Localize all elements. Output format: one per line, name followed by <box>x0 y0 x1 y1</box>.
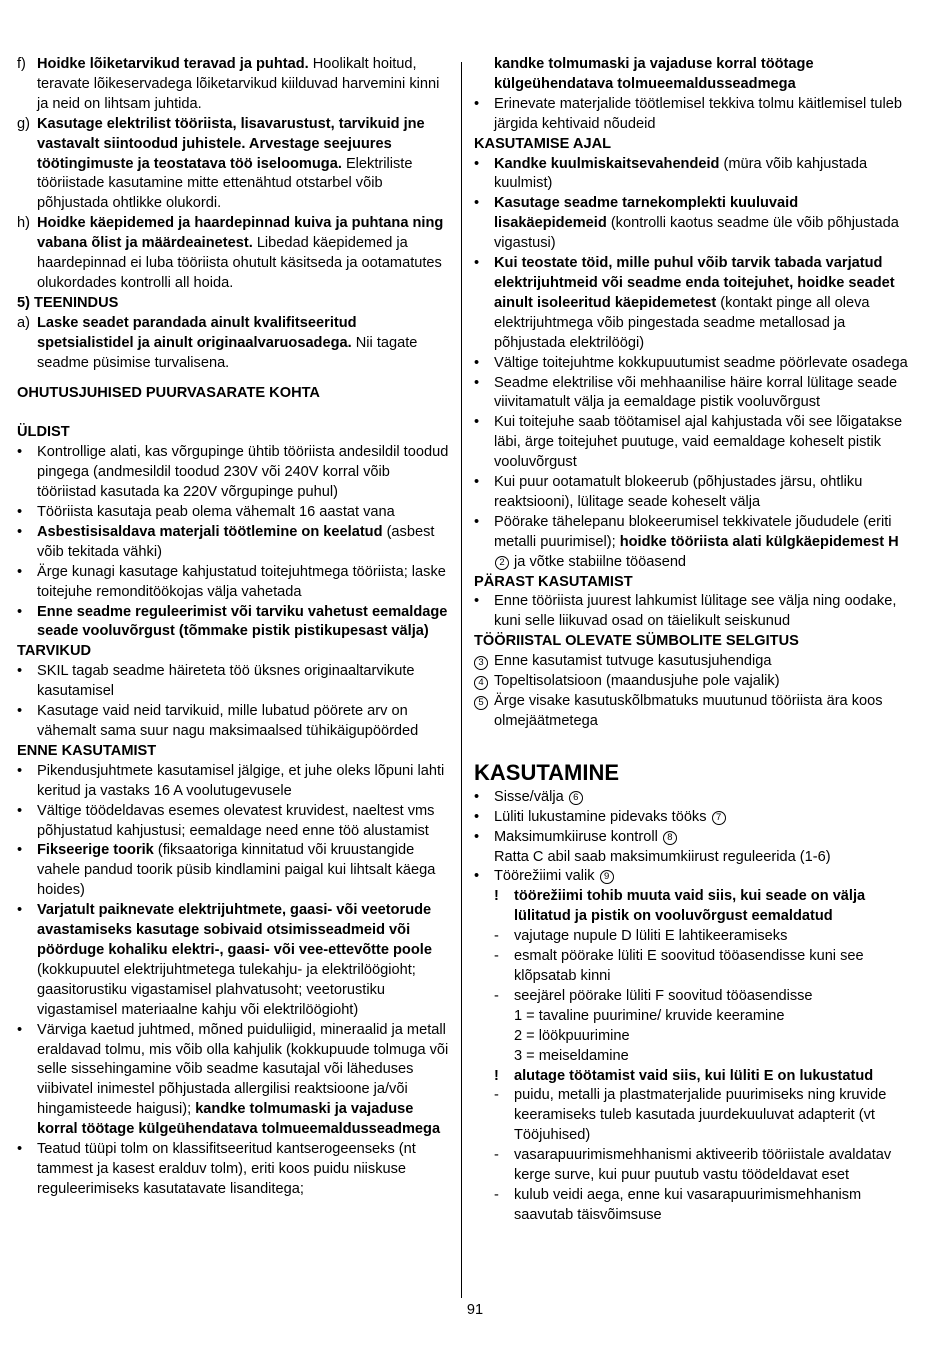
list-item: • Kasutage vaid neid tarvikuid, mille lubatud pöörete arv on vähemalt sama suur nagu maksimaalsed tühikäigupöörded <box>17 702 449 742</box>
bullet: • <box>17 762 23 779</box>
bullet: • <box>17 802 23 819</box>
dash: - <box>494 987 499 1004</box>
use-heading: KASUTAMINE <box>474 759 620 785</box>
rule-a <box>17 314 449 374</box>
step-item: - kulub veidi aega, enne kui vasarapuurimismehhanism saavutab täisvõimsuse <box>474 1186 914 1226</box>
list-item: • Kui teostate töid, mille puhul võib tarvik tabada varjatud elektrijuhtmeid või seadme enda toitejuhet, hoidke seadet ainult isoleeritud käepidemetest (kontakt pinge all oleva elektrijuhtmega võib pingestada seadme metallosad ja põhjustada elektrilöögi) <box>474 254 914 354</box>
rule-f <box>17 55 449 115</box>
symbol-item: 5 Ärge visake kasutuskõlbmatuks muutunud tööriista ära koos olmejäätmetega <box>474 692 914 732</box>
step-item: - esmalt pöörake lüliti E soovitud tööasendisse kuni see klõpsatab kinni <box>474 947 914 987</box>
bullet: • <box>17 1141 23 1158</box>
bullet: • <box>17 504 23 521</box>
bullet: • <box>17 842 23 859</box>
list-item: • Töörežiimi valik 9 <box>474 867 914 887</box>
mode-line: 1 = tavaline puurimine/ kruvide keeramine <box>514 1007 785 1024</box>
bullet: • <box>17 703 23 720</box>
mode-line: 3 = meiseldamine <box>514 1047 629 1064</box>
rule-bold: Kasutage elektrilist tööriista, lisavarustust, tarvikuid jne vastavalt siintoodud juhistele. Arvestage seejuures töötingimuste ja teostatava töö iseloomuga. <box>37 115 425 172</box>
rule-text: Libedad käepidemed ja haardepinnad ei luba tööriista ohutult käsitseda ja ootamatutes olukordades kontrolli all hoida. <box>37 235 442 291</box>
left-column <box>17 55 449 1200</box>
during-heading: KASUTAMISE AJAL <box>474 135 612 152</box>
bullet: • <box>17 444 23 461</box>
bullet: • <box>474 195 480 212</box>
rule-text: Hoolikalt hoitud, teravate lõikeservadega lõiketarvikud kiilduvad harvemini kinni ja neid on lihtsam juhtida. <box>37 56 440 112</box>
rule-bold: Laske seadet parandada ainult kvalifitseeritud spetsialistidel ja ainult originaalvaruosadega. <box>37 314 357 351</box>
bullet: • <box>474 808 480 825</box>
bullet: • <box>474 255 480 272</box>
list-item: • Maksimumkiiruse kontroll 8 Ratta C abil saab maksimumkiirust reguleerida (1-6) <box>474 828 914 868</box>
dash: - <box>494 1087 499 1104</box>
bullet: • <box>474 374 480 391</box>
right-column <box>474 55 914 1226</box>
bullet: • <box>474 95 480 112</box>
bullet: • <box>474 513 480 530</box>
figure-ref-3: 3 <box>474 656 488 670</box>
bullet: • <box>474 414 480 431</box>
safety-heading: OHUTUSJUHISED PUURVASARATE KOHTA <box>17 384 320 401</box>
list-item: • Kandke kuulmiskaitsevahendeid (müra võib kahjustada kuulmist) <box>474 155 914 195</box>
accessories-heading: TARVIKUD <box>17 643 92 660</box>
list-item: • Ärge kunagi kasutage kahjustatud toitejuhtmega tööriista; laske toitejuhe remonditöökojas välja vahetada <box>17 563 449 603</box>
general-heading: ÜLDIST <box>17 424 70 441</box>
bullet: • <box>474 354 480 371</box>
list-item: • Asbestisisaldava materjali töötlemine on keelatud (asbest võib tekitada vähki) <box>17 523 449 563</box>
list-item: • Pöörake tähelepanu blokeerumisel tekkivatele jõududele (eriti metalli puurimisel); hoidke tööriista alati külgkäepidemest H 2 ja võtke stabiilne tööasend <box>474 513 914 573</box>
list-item: • Enne seadme reguleerimist või tarviku vahetust eemaldage seade vooluvõrgust (tõmmake pistik pistikupesast välja) <box>17 603 449 643</box>
before-heading: ENNE KASUTAMIST <box>17 742 157 759</box>
dash: - <box>494 1147 499 1164</box>
bullet: • <box>474 155 480 172</box>
symbol-item: 3 Enne kasutamist tutvuge kasutusjuhendiga <box>474 652 914 672</box>
rule-marker: h) <box>17 215 30 232</box>
after-heading: PÄRAST KASUTAMIST <box>474 573 633 590</box>
figure-ref-6: 6 <box>569 791 583 805</box>
list-item: • Enne tööriista juurest lahkumist lülitage see välja ning oodake, kuni selle liikuvad osad on täielikult seiskunud <box>474 592 914 632</box>
figure-ref-4: 4 <box>474 676 488 690</box>
list-item: • Kasutage seadme tarnekomplekti kuuluvaid lisakäepidemeid (kontrolli kaotus seadme üle võib põhjustada vigastusi) <box>474 194 914 254</box>
bullet: • <box>474 474 480 491</box>
list-item: • Teatud tüüpi tolm on klassifitseeritud kantserogeenseks (nt tammest ja kasest eralduv tolm), eriti koos puidu niiskuse reguleerimiseks kasutatavate lisanditega; <box>17 1140 449 1200</box>
rule-h <box>17 214 449 294</box>
list-item: • Kontrollige alati, kas võrgupinge ühtib tööriista andesildil toodud pingega (andmesildil toodud 230V või 240V korral võib tööriistad kasutada ka 220V võrgupinge puhul) <box>17 443 449 503</box>
dash: - <box>494 1186 499 1203</box>
rule-g <box>17 115 449 215</box>
list-item: • Pikendusjuhtmete kasutamisel jälgige, et juhe oleks lõpuni lahti keritud ja vastaks 16 A voolutugevusele <box>17 762 449 802</box>
rule-marker: f) <box>17 56 26 72</box>
list-item: • Kui puur ootamatult blokeerub (põhjustades järsu, ohtliku reaktsiooni), lülitage seade koheselt välja <box>474 473 914 513</box>
symbols-heading: TÖÖRIISTAL OLEVATE SÜMBOLITE SELGITUS <box>474 633 799 650</box>
page-number: 91 <box>466 1302 484 1318</box>
dash: - <box>494 928 499 945</box>
list-item: • Varjatult paiknevate elektrijuhtmete, gaasi- või veetorude avastamiseks kasutage sobivaid otsimisseadmeid või pöörduge kohaliku elektri-, gaasi- või vee-ettevõtte poole (kokkupuutel elektrijuhtmetega tulekahju- ja elektrilöögioht; gaasitorustiku vigastamisel plahvatusoht; veetorustiku vigastamisel materiaalne kahju või elektrilöögioht) <box>17 901 449 1020</box>
bullet: • <box>474 593 480 610</box>
bullet: • <box>17 563 23 580</box>
bullet: • <box>17 1021 23 1038</box>
dash: - <box>494 948 499 965</box>
list-item: • Sisse/välja 6 <box>474 788 914 808</box>
list-item: • Seadme elektrilise või mehhaanilise häire korral lülitage seade viivitamatult välja ja eemaldage pistik vooluvõrgust <box>474 374 914 414</box>
rule-text: Elektriliste tööriistade kasutamine mitte ettenähtud otstarbel võib põhjustada ohtlikke olukordi. <box>37 155 413 212</box>
exclamation-icon: ! <box>494 1067 499 1084</box>
bullet: • <box>474 828 480 845</box>
column-divider <box>461 62 462 1298</box>
step-item: - vasarapuurimismehhanismi aktiveerib tööriistale avaldatav kerge surve, kui puur puutub vastu töödeldavat eset <box>474 1146 914 1186</box>
mode-line: 2 = löökpuurimine <box>514 1027 630 1044</box>
step-item: - seejärel pöörake lüliti F soovitud tööasendisse <box>474 987 914 1007</box>
service-heading: 5) TEENINDUS <box>17 294 119 311</box>
figure-ref-8: 8 <box>663 831 677 845</box>
figure-ref-9: 9 <box>600 870 614 884</box>
rule-marker: a) <box>17 314 30 331</box>
list-item: • Vältige töödeldavas esemes olevatest kruvidest, naeltest vms põhjustatud kahjustusi; eemaldage need enne töö alustamist <box>17 802 449 842</box>
bullet: • <box>17 663 23 680</box>
figure-ref-2: 2 <box>495 556 509 570</box>
list-item: • SKIL tagab seadme häireteta töö üksnes originaaltarvikute kasutamisel <box>17 662 449 702</box>
bullet: • <box>17 603 23 620</box>
figure-ref-5: 5 <box>474 696 488 710</box>
warning-item: ! alutage töötamist vaid siis, kui lüliti E on lukustatud <box>474 1067 914 1087</box>
list-item: • Värviga kaetud juhtmed, mõned puiduliigid, mineraalid ja metall eraldavad tolmu, mis võib olla kahjulik (kokkupuude tolmuga või selle sissehingamine võib seadme kasutajal või läheduses viibivatel inimestel põhjustada allergilisi reaktsioone ja/või hingamisteede haigusi); kandke tolmumaski ja vajaduse korral töötage külgeühendatava tolmueemaldusseadmega <box>17 1021 449 1140</box>
bullet: • <box>474 868 480 885</box>
rule-bold: Hoidke käepidemed ja haardepinnad kuiva ja puhtana ning vabana õlist ja määrdeainetest. <box>37 215 444 252</box>
rule-bold: Hoidke lõiketarvikud teravad ja puhtad. <box>37 56 309 72</box>
list-item: • Fikseerige toorik (fiksaatoriga kinnitatud või kruustangide vahele pandud toorik püsib kindlamini paigal kui lihtsalt käega hoides) <box>17 841 449 901</box>
bullet: • <box>474 788 480 805</box>
list-item: • Vältige toitejuhtme kokkupuutumist seadme pöörlevate osadega <box>474 354 914 374</box>
figure-ref-7: 7 <box>712 811 726 825</box>
continued-bold: kandke tolmumaski ja vajaduse korral töötage külgeühendatava tolmueemaldusseadmega <box>494 56 814 92</box>
warning-item: ! töörežiimi tohib muuta vaid siis, kui seade on välja lülitatud ja pistik on vooluvõrgust eemaldatud <box>474 887 914 927</box>
rule-marker: g) <box>17 115 30 132</box>
list-item: • Tööriista kasutaja peab olema vähemalt 16 aastat vana <box>17 503 449 523</box>
step-item: - vajutage nupule D lüliti E lahtikeeramiseks <box>474 927 914 947</box>
bullet: • <box>17 523 23 540</box>
list-item: • Lüliti lukustamine pidevaks tööks 7 <box>474 808 914 828</box>
exclamation-icon: ! <box>494 888 499 905</box>
list-item: • Kui toitejuhe saab töötamisel ajal kahjustada või see lõigatakse läbi, ärge toitejuhet puutuge, vaid eemaldage koheselt pistik vooluvõrgust <box>474 413 914 473</box>
symbol-item: 4 Topeltisolatsioon (maandusjuhe pole vajalik) <box>474 672 914 692</box>
bullet: • <box>17 902 23 919</box>
step-item: - puidu, metalli ja plastmaterjalide puurimiseks ning kruvide keeramiseks tuleb kasutada juurdekuuluvat adapterit (vt Tööjuhised) <box>474 1086 914 1146</box>
list-item: • Erinevate materjalide töötlemisel tekkiva tolmu käitlemisel tuleb järgida kehtivaid nõudeid <box>474 95 914 135</box>
rule-text: Nii tagate seadme püsimise turvalisena. <box>37 334 418 371</box>
